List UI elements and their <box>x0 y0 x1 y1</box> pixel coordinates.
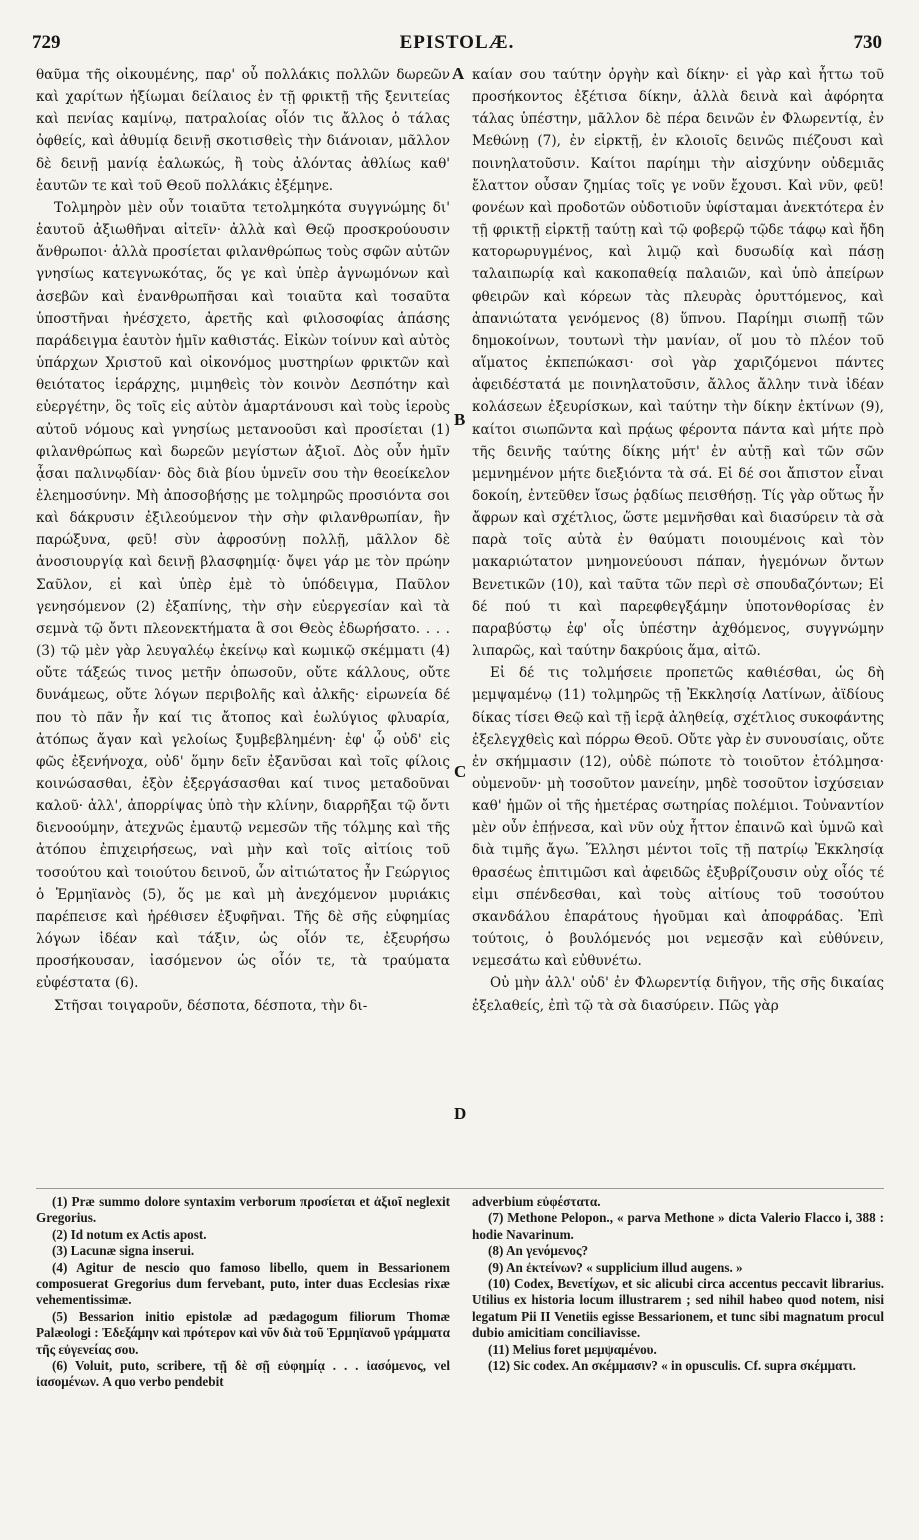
page-number-left: 729 <box>32 32 61 53</box>
footnote: (10) Codex, Βενετίχων, et sic alicubi circa accentus peccavit librarius. Utilius ex historia locum illustrarem ; sed nihil habeo quod notem, nisi legatum Pii II Venetiis egisse Bessarionem, et tunc sibi magnatum procul dubio amicitiam conciliavisse. <box>472 1276 884 1341</box>
footnote: (9) An ἐκτείνων? « supplicium illud augens. » <box>488 1259 743 1275</box>
footnotes-right <box>472 1194 884 1464</box>
paragraph: θαῦμα τῆς οἰκουμένης, παρ' οὗ πολλάκις πολλῶν δωρεῶν καὶ χαρίτων ἠξίωμαι δείλαιος ἐν τῇ φρικτῇ τῆς ξενιτείας καὶ πενίας καμίνῳ, πατραλοίας οἷόν τις ἄλλος ὁ τάλας ὀφθείς, καὶ ἀθυμίᾳ δεινῇ σκοτισθεὶς τὴν διάνοιαν, μᾶλλον δὲ δεινῇ μανίᾳ ἑαλωκώς, ἢ τοὺς ἀλόντας ἀθλίως καθ' ἑαυτῶν τε καὶ τοῦ Θεοῦ πολλάκις ἐξέμηνε. <box>36 67 450 194</box>
footnote: (4) Agitur de nescio quo famoso libello, quem in Bessarionem composuerat Gregorius dum fervebant, puto, inter duas Ecclesias rixæ vehementissimæ. <box>36 1259 450 1308</box>
right-text-column <box>472 64 884 1194</box>
footnote: (11) Melius foret μεμψαμένου. <box>488 1341 657 1357</box>
paragraph: Οὐ μὴν ἀλλ' οὐδ' ἐν Φλωρεντίᾳ διῆγον, τῆς σῆς δικαίας ἐξελαθείς, ἐπὶ τῷ τὰ σὰ διασύρειν. Πῶς γὰρ <box>472 975 884 1014</box>
footnote: (3) Lacunæ signa inserui. <box>52 1243 195 1259</box>
footnotes-left <box>36 1194 450 1444</box>
paragraph: Εἰ δέ τις τολμήσειε προπετῶς καθιέσθαι, ὡς δὴ μεμψαμένῳ (11) τολμηρῶς τῇ Ἐκκλησίᾳ Λατίνων, ἀϊδίους δίκας τίσει Θεῷ καὶ τῇ ἱερᾷ ἀληθείᾳ, σχέτλιος συκοφάντης ἐξελεγχθεὶς καὶ πόρρω Θεοῦ. Οὔτε γὰρ ἐν συνουσίαις, οὔτε ἐν σκήμμασιν (12), οὐδὲ πώποτε τὸ τοιοῦτον ἐτόλμησα· οὐμενοῦν· μὴ τοσοῦτον μανείην, μηδὲ τοσοῦτον ἰσχύσειαν καθ' ἡμῶν οἱ τῆς ἡμετέρας σωτηρίας πολέμιοι. Τοὐναντίον μὲν οὖν ἐπῄνεσα, καὶ νῦν οὐχ ἧττον ἐπαινῶ καὶ ὑμνῶ καὶ διὰ τιμῆς ἄγω. Ἕλλησι μέντοι τοῖς τῇ πατρίῳ Ἐκκλησίᾳ θρασέως ἐπιτιμῶσι καὶ ἀφειδῶς ἐξυβρίζουσιν οὐχ οἷός τέ εἰμι σπένδεσθαι, καὶ τοὺς αἰτίους τοῦ τοσούτου σκανδάλου ἐπαράτους ἡγοῦμαι καὶ ἀποφράδας. Ἐπὶ τούτοις, ὁ βουλόμενός μοι νεμεσᾷν καὶ εὐθύνειν, νεμεσάτω καὶ εὐθυνέτω. <box>472 665 884 970</box>
footnote-continuation: adverbium εὐφέστατα. <box>472 1194 601 1209</box>
footnote: (2) Id notum ex Actis apost. <box>52 1226 207 1242</box>
footnote: (12) Sic codex. An σκέμμασιν? « in opusculis. Cf. supra σκέμματι. <box>488 1358 856 1374</box>
section-marker-c: C <box>454 762 467 781</box>
running-title: EPISTOLÆ. <box>399 32 515 53</box>
section-marker-a: A <box>452 64 465 83</box>
page-header <box>32 32 882 60</box>
footnote-separator <box>36 1188 884 1189</box>
footnote: (7) Methone Pelopon., « parva Methone » dicta Valerio Flacco i, 388 : hodie Navarinum. <box>472 1210 884 1242</box>
left-text-column <box>36 64 450 1194</box>
paragraph: καίαν σου ταύτην ὀργὴν καὶ δίκην· εἰ γὰρ καὶ ἧττω τοῦ προσήκοντος ἐξέτισα δίκην, ἀλλὰ δεινὰ καὶ ἀφόρητα τάλας ὑπέστην, μᾶλλον δὲ πέρα δεινῶν ἐν Φλωρεντίᾳ, ἐν Μεθώνῃ (7), ἐν εἱρκτῇ, ἐν κλοιοῖς δεινῶς πιέζουσι καὶ ποινηλατοῦσιν. Καίτοι παρίημι τὴν αἰσχύνην οὐδεμιᾶς ἔλαττον οὖσαν ζημίας τοῖς γε νοῦν ἔχουσι. Καὶ νῦν, φεῦ! φονέων καὶ προδοτῶν οὐδοτιοῦν ὑφίσταμαι ἀνεκτότερα ἐν τῇ φρικτῇ εἱρκτῇ ταύτῃ καὶ τῷ φοβερῷ τῷδε τάφῳ καὶ ἤδη κατορωρυγμένος, καὶ λιμῷ καὶ δυσωδίᾳ καὶ πάσῃ ταλαιπωρίᾳ καὶ κακοπαθείᾳ παλαιῶν, καὶ ὑπὸ ἀπείρων φθειρῶν καὶ κόρεων τὰς πλευρὰς ὀρυττόμενος, καὶ ἀπανιώτατα γενόμενος (8) ὕπνου. Παρίημι σιωπῇ τῶν δημοκοίνων, τουτωνὶ τὴν μανίαν, οἵ μου τὸ πλέον τοῦ αἵματος ἐκπεπώκασι· σοὶ γὰρ χαριζόμενοι πάντες ἀφειδέστατά με ποινηλατοῦσιν, ἄλλος ἄλλην τινὰ ἰδέαν κολάσεων ἐξευρίσκων, καὶ ταύτην τὴν δίκην ἐκτίνων (9), καίτοι σιωπῶντα καὶ πρᾴως φέροντα πάντα καὶ μήτε πρὸ τῆς δεινῆς ταύτης δίκης μήτ' ἐν αὐτῇ καὶ τῶν σῶν μεμνημένον μήτε διεξιόντα τὰ σά. Εἰ δέ σοι ἄπιστον εἶναι δοκοίη, ἐντεῦθεν ἴσως ῥᾳδίως πεισθήσῃ. Τίς γὰρ οὕτως ἦν ἄφρων καὶ σχέτλιος, ὥστε μεμνῆσθαι καὶ διασύρειν τὰ σὰ παρὰ τοῖς αὐτὰ ἐν θαύματι ποιουμένοις καὶ τὸν μακαριώτατον μνημονεύουσι πάπαν, ἡγεμόνων ὄντων Βενετικῶν (10), καὶ ταῦτα τῶν περὶ σὲ σπουδαζόντων; Εἰ δέ πού τι καὶ παρεφθεγξάμην ὑποτονθορίσας ἐν παραβύστῳ ἐφ' οἷς ὑπέστην ἀχθόμενος, συγγνώμην λιπαρῶς, καὶ ταύτην δακρύοις ἅμα, αἰτῶ. <box>472 67 884 660</box>
page-number-right: 730 <box>853 32 882 53</box>
paragraph: Στῆσαι τοιγαροῦν, δέσποτα, δέσποτα, τὴν δι- <box>54 997 368 1014</box>
paragraph: Τολμηρὸν μὲν οὖν τοιαῦτα τετολμηκότα συγγνώμης δι' ἑαυτοῦ ἀξιωθῆναι αἰτεῖν· ἀλλὰ καὶ Θεῷ προσκρούουσιν ἄνθρωποι· ἀλλὰ προσίεται φιλανθρώπως τοὺς σφῶν αὐτῶν γνησίως κατεγνωκότας, ὅς γε καὶ ὑπὲρ ἀγνωμόνων καὶ ἀσεβῶν καὶ ἐνανθρωπῆσαι καὶ τοιαῦτα καὶ τοσαῦτα ὑποστῆναι ἠνέσχετο, ἀρετῆς καὶ φιλοσοφίας ἁπάσης παράδειγμα ἑαυτὸν ἡμῖν καθιστάς. Εἰκὼν τοίνυν καὶ αὐτὸς ὑπάρχων Χριστοῦ καὶ οἰκονόμος μυστηρίων φρικτῶν καὶ θειότατος ἱεράρχης, μιμηθεὶς τὸν κοινὸν Δεσπότην καὶ εὐεργέτην, ὃς τοῖς εἰς αὐτὸν ἁμαρτάνουσι καὶ τοὺς ἱεροὺς αὐτοῦ νόμους καὶ γνησίως μετανοοῦσι καὶ προσίεται (1) φιλανθρώπως καὶ δωρεῶν μεγίστων ἀξιοῖ. Δὸς οὖν ἡμῖν ᾆσαι παλινῳδίαν· δὸς διὰ βίου ὑμνεῖν σου τὴν θεοείκελον ἐλεημοσύνην. Μὴ ἀποσοβήσῃς με τολμηρῶς προσιόντα σοι καὶ δάκρυσιν ἐξιλεούμενον τὴν σὴν φιλανθρωπίαν, ἣν παρώξυνα, φεῦ! σὺν ἀφροσύνῃ πολλῇ, μᾶλλον δὲ ἀνοσιουργίᾳ καὶ δεινῇ βλασφημίᾳ· ὄψει γάρ με τὸν πρώην Σαῦλον, εἰ καὶ ὑπὲρ ἐμὲ τὸ ὑπόδειγμα, Παῦλον γενησόμενον (2) ἐξαπίνης, τὴν σὴν εὐεργεσίαν καὶ τὰ σεμνὰ τῷ ὄντι πλεονεκτήματα ἃ σοι Θεὸς ἐδωρήσατο. . . . (3) τῷ μὲν γὰρ λευγαλέῳ ἐκείνῳ καὶ κωμικῷ σκέμματι (4) οὔτε τάξεώς τινος μετῆν ὁπωσοῦν, οὔτε κάλλους, οὔτε δυνάμεως, οὔτε λόγων περιβολῆς καὶ ἀλκῆς· εἰρωνεία δέ που τὸ πᾶν ἦν καί τις ἄτοπος καὶ ἑωλύγιος φλυαρία, ἀτόπως ἄγαν καὶ γελοίως ξυμβεβλημένη· ἐφ' ᾧ οὐδ' εἰς φῶς ἐξενήνοχα, οὐδ' ὅμην δεῖν ἐξανῦσαι καὶ τοῖς φίλοις κοινώσασθαι, ἐξὸν ἐξεργάσασθαι καί τινος μεταδοῦναι καλοῦ· ἀλλ', ἀπορρίψας ὑπὸ τὴν κλίνην, διαρρῆξαι τῷ ὄντι διενοούμην, ἀτεχνῶς ἐμαυτῷ νεμεσῶν τῆς τόλμης καὶ τῆς ἀτόπου ἐπιχειρήσεως, ναὶ μὴν καὶ τοῖς αἰτίοις τοῦ τοσούτου καὶ τοιούτου δεινοῦ, ὧν αἰτιώτατος ἦν Γεώργιος ὁ Ἑρμηϊανὸς (5), ὅς με καὶ μὴ ἀνεχόμενον μυριάκις παρέπεισε καὶ ἠρέθισεν ἐξυφῆναι. Τῆς δὲ σῆς εὐφημίας λόγων ἰδέαν καὶ τάξιν, ὡς οἷόν τε, ἐξευρήσω προσήκουσαν, ἰασόμενον ὡς οἷόν τε, τὰ τραύματα εὐφέστατα (6). <box>36 199 450 992</box>
footnote: (5) Bessarion initio epistolæ ad pædagogum filiorum Thomæ Palæologi : Ἐδεξάμην καὶ πρότερον καὶ νῦν διὰ τοῦ Ἑρμηϊανοῦ γράμματα τῆς εὐγενείας σου. <box>36 1308 450 1357</box>
section-marker-b: B <box>454 410 466 429</box>
footnote: (8) An γενόμενος? <box>488 1243 589 1259</box>
footnote: (1) Præ summo dolore syntaxim verborum προσίεται et ἀξιοῖ neglexit Gregorius. <box>36 1194 450 1226</box>
footnote: (6) Voluit, puto, scribere, τῇ δὲ σῇ εὐφημίᾳ . . . ἰασόμενος, vel ἰασομένων. A quo verbo pendebit <box>36 1358 450 1390</box>
section-marker-d: D <box>454 1104 467 1123</box>
